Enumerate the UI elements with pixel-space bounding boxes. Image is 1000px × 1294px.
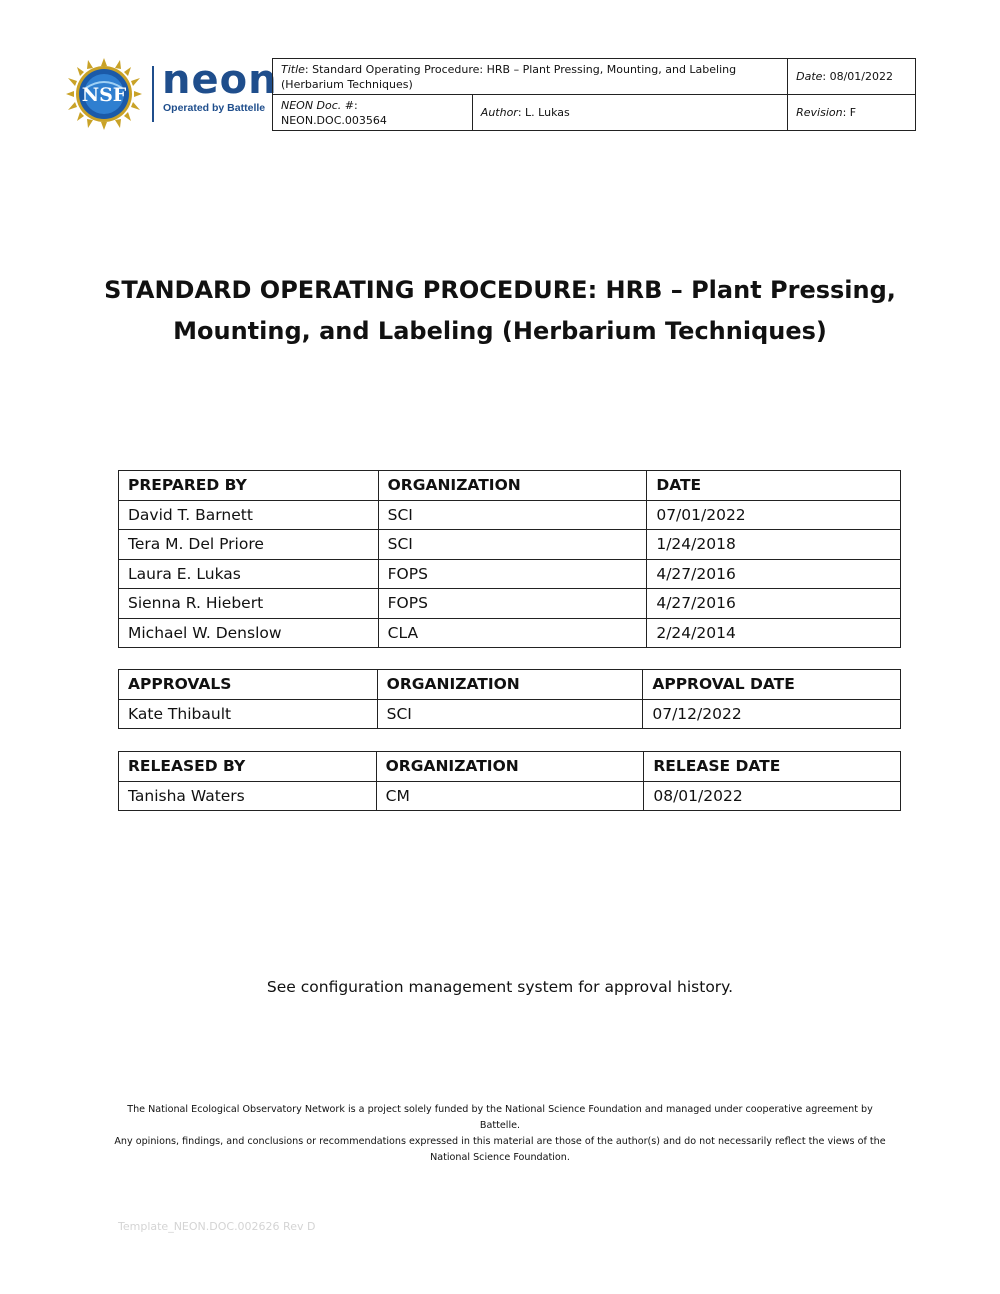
battelle-tagline: Operated by Battelle [163,102,266,114]
name-cell: Tera M. Del Priore [119,530,379,560]
date-cell: 08/01/2022 [644,781,901,811]
template-id: Template_NEON.DOC.002626 Rev D [118,1220,316,1233]
org-cell: CM [376,781,644,811]
revision-value: : F [842,106,857,119]
header-cell: APPROVALS [119,670,378,700]
approval-history-note: See configuration management system for approval history. [266,978,734,996]
doc-author-cell [472,95,787,131]
org-cell: SCI [378,500,647,530]
date-cell: 07/12/2022 [643,699,901,729]
table-row [119,781,901,811]
table-header-row [119,670,901,700]
name-cell: Michael W. Denslow [119,618,379,648]
name-cell: Kate Thibault [119,699,378,729]
org-cell: SCI [378,530,647,560]
revision-label: Revision [796,106,843,119]
org-cell: CLA [378,618,647,648]
title-line-1: STANDARD OPERATING PROCEDURE: HRB – Plant Pressing, [104,276,896,304]
table-header-row [119,752,901,782]
doc-date-cell [788,59,916,95]
date-cell: 1/24/2018 [647,530,901,560]
table-row [119,699,901,729]
title-label: Title [281,62,305,76]
table-row [119,589,901,619]
name-cell: Laura E. Lukas [119,559,379,589]
table-row [119,500,901,530]
author-value: : L. Lukas [517,106,570,119]
date-value: : 08/01/2022 [822,70,894,83]
doc-number-label: NEON Doc. # [281,98,355,112]
table-row [119,559,901,589]
org-cell: FOPS [378,559,647,589]
header-cell: PREPARED BY [119,471,379,501]
nsf-seal-text: NSF [81,84,127,106]
name-cell: Tanisha Waters [119,781,377,811]
header-cell: DATE [647,471,901,501]
author-label: Author [480,106,518,119]
date-cell: 4/27/2016 [647,559,901,589]
doc-title-cell [273,59,788,95]
disclaimer-line-3: National Science Foundation. [430,1152,570,1163]
doc-revision-cell [788,95,916,131]
header-cell: ORGANIZATION [376,752,644,782]
header-cell: ORGANIZATION [378,471,647,501]
org-cell: SCI [377,699,643,729]
date-cell: 4/27/2016 [647,589,901,619]
header-cell: APPROVAL DATE [643,670,901,700]
disclaimer-line-1: The National Ecological Observatory Network is a project solely funded by the National Science Foundation and managed under cooperative agreement by Battelle. [127,1104,873,1131]
released-by-table [118,751,901,811]
table-header-row [119,471,901,501]
table-row [119,618,901,648]
title-line-2: Mounting, and Labeling (Herbarium Techniques) [173,317,827,345]
doc-number-value: : NEON.DOC.003564 [281,98,387,127]
date-label: Date [796,70,823,83]
nsf-seal-icon [66,58,142,130]
org-cell: FOPS [378,589,647,619]
header-cell: RELEASE DATE [644,752,901,782]
page-title [100,270,900,352]
funding-disclaimer [110,1102,890,1166]
approvals-table [118,669,901,729]
name-cell: David T. Barnett [119,500,379,530]
table-row [119,530,901,560]
prepared-by-table [118,470,901,648]
title-value: : Standard Operating Procedure: HRB – Plant Pressing, Mounting, and Labeling (Herbarium Techniques) [281,62,737,91]
document-header-table [272,58,916,131]
neon-logo [66,57,278,130]
header-cell: RELEASED BY [119,752,377,782]
date-cell: 07/01/2022 [647,500,901,530]
date-cell: 2/24/2014 [647,618,901,648]
doc-number-cell [273,95,473,131]
name-cell: Sienna R. Hiebert [119,589,379,619]
disclaimer-line-2: Any opinions, findings, and conclusions or recommendations expressed in this material are those of the author(s) and do not necessarily reflect the views of the [114,1136,886,1147]
logo-divider [152,66,154,122]
header-cell: ORGANIZATION [377,670,643,700]
neon-wordmark: neon [162,57,278,103]
